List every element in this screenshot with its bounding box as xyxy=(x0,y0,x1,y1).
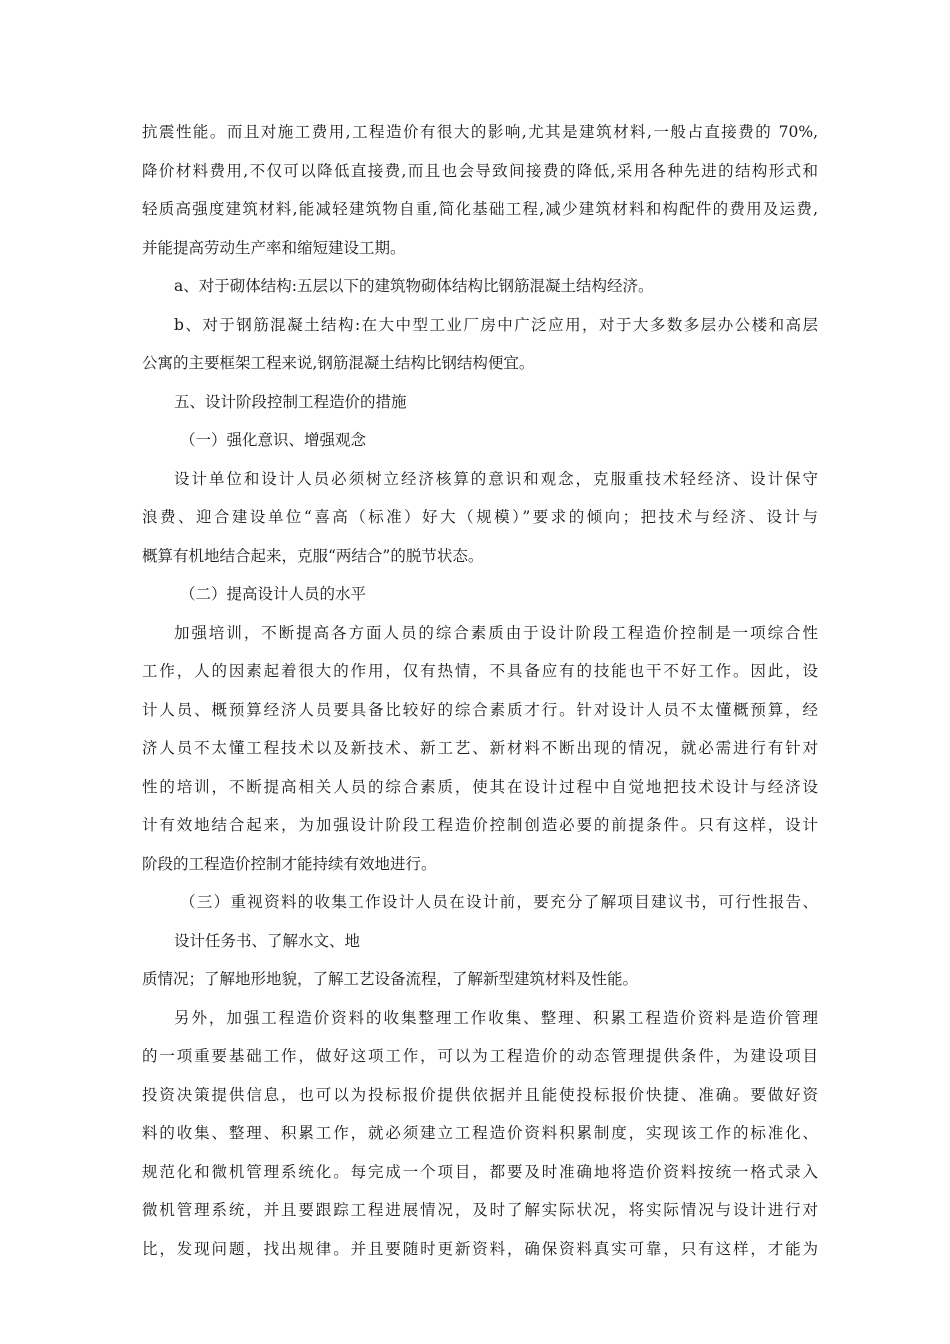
text-line xyxy=(142,460,818,499)
text-line xyxy=(142,1076,818,1115)
text-line-content: 料的收集、整理、积累工作，就必须建立工程造价资料积累制度，实现该工作的标准化、 xyxy=(142,1124,818,1142)
text-line-content: 抗震性能。而且对施工费用,工程造价有很大的影响,尤其是建筑材料,一般占直接费的 70%, xyxy=(142,123,818,141)
text-line-content: 并能提高劳动生产率和缩短建设工期。 xyxy=(142,238,406,257)
subsection-heading-text: （二）提高设计人员的水平 xyxy=(180,585,367,603)
text-line xyxy=(142,1230,818,1269)
subsection-heading-text: （一）强化意识、增强观念 xyxy=(180,431,367,449)
subsection-heading xyxy=(142,575,818,614)
text-line-content: 设计任务书、了解水文、地 xyxy=(174,931,361,950)
section-heading xyxy=(142,383,818,422)
text-line-content: 轻质高强度建筑材料,能减轻建筑物自重,简化基础工程,减少建筑材料和构配件的费用及运费, xyxy=(142,200,818,218)
text-line-content: 微机管理系统，并且要跟踪工程进展情况，及时了解实际状况，将实际情况与设计进行对 xyxy=(142,1201,818,1219)
text-line-content: 济人员不太懂工程技术以及新技术、新工艺、新材料不断出现的情况，就必需进行有针对 xyxy=(142,739,818,757)
text-line xyxy=(142,1191,818,1230)
text-line xyxy=(142,960,818,999)
text-line xyxy=(142,229,818,268)
section-heading-text: 五、设计阶段控制工程造价的措施 xyxy=(174,392,407,411)
text-line-content: 工作，人的因素起着很大的作用，仅有热情，不具备应有的技能也干不好工作。因此，设 xyxy=(142,662,818,680)
text-line-content: 质情况；了解地形地貌，了解工艺设备流程，了解新型建筑材料及性能。 xyxy=(142,970,639,988)
text-line-content: 比，发现问题，找出规律。并且要随时更新资料，确保资料真实可靠，只有这样，才能为 xyxy=(142,1239,818,1258)
text-line xyxy=(142,113,818,152)
text-line-content: a、对于砌体结构:五层以下的建筑物砌体结构比钢筋混凝土结构经济。 xyxy=(174,277,654,295)
text-line xyxy=(142,729,818,768)
subsection-heading xyxy=(142,883,818,922)
text-line xyxy=(142,652,818,691)
text-line xyxy=(142,614,818,653)
text-line xyxy=(142,768,818,807)
text-line xyxy=(142,306,818,345)
text-line xyxy=(142,922,818,961)
text-line-content: 降价材料费用,不仅可以降低直接费,而且也会导致间接费的降低,采用各种先进的结构形式和 xyxy=(142,161,818,180)
text-line-content: 概算有机地结合起来，克服“两结合”的脱节状态。 xyxy=(142,546,484,565)
text-line xyxy=(142,1037,818,1076)
text-line-content: 规范化和微机管理系统化。每完成一个项目，都要及时准确地将造价资料按统一格式录入 xyxy=(142,1162,818,1181)
text-line-content: 加强培训，不断提高各方面人员的综合素质由于设计阶段工程造价控制是一项综合性 xyxy=(174,623,818,642)
text-line-content: 计人员、概预算经济人员要具备比较好的综合素质才行。针对设计人员不太懂概预算，经 xyxy=(142,700,818,719)
text-line xyxy=(142,1114,818,1153)
text-line xyxy=(142,498,818,537)
text-line-content: 性的培训，不断提高相关人员的综合素质，使其在设计过程中自觉地把技术设计与经济设 xyxy=(142,777,818,796)
document-page xyxy=(142,113,818,1268)
text-line-content: 另外，加强工程造价资料的收集整理工作收集、整理、积累工程造价资料是造价管理 xyxy=(174,1008,818,1027)
text-line xyxy=(142,344,818,383)
subsection-heading xyxy=(142,421,818,460)
text-line-content: 浪费、迎合建设单位“喜高（标准）好大（规模）”要求的倾向；把技术与经济、设计与 xyxy=(142,508,818,526)
text-line-content: 计有效地结合起来，为加强设计阶段工程造价控制创造必要的前提条件。只有这样，设计 xyxy=(142,816,818,834)
text-line-content: 公寓的主要框架工程来说,钢筋混凝土结构比钢结构便宜。 xyxy=(142,354,535,372)
text-line-content: 设计单位和设计人员必须树立经济核算的意识和观念，克服重技术轻经济、设计保守 xyxy=(174,469,818,488)
text-line-content: 的一项重要基础工作，做好这项工作，可以为工程造价的动态管理提供条件，为建设项目 xyxy=(142,1047,818,1065)
text-line xyxy=(142,999,818,1038)
text-line xyxy=(142,1153,818,1192)
text-line xyxy=(142,845,818,884)
subsection-heading-text: （三）重视资料的收集工作设计人员在设计前，要充分了解项目建议书，可行性报告、 xyxy=(180,893,818,911)
text-line xyxy=(142,691,818,730)
text-line xyxy=(142,537,818,576)
text-line xyxy=(142,152,818,191)
text-line xyxy=(142,267,818,306)
text-line xyxy=(142,190,818,229)
text-line-content: b、对于钢筋混凝土结构:在大中型工业厂房中广泛应用，对于大多数多层办公楼和高层 xyxy=(174,315,818,334)
text-line-content: 投资决策提供信息，也可以为投标报价提供依据并且能使投标报价快捷、准确。要做好资 xyxy=(142,1085,818,1104)
text-line-content: 阶段的工程造价控制才能持续有效地进行。 xyxy=(142,854,437,873)
text-line xyxy=(142,806,818,845)
